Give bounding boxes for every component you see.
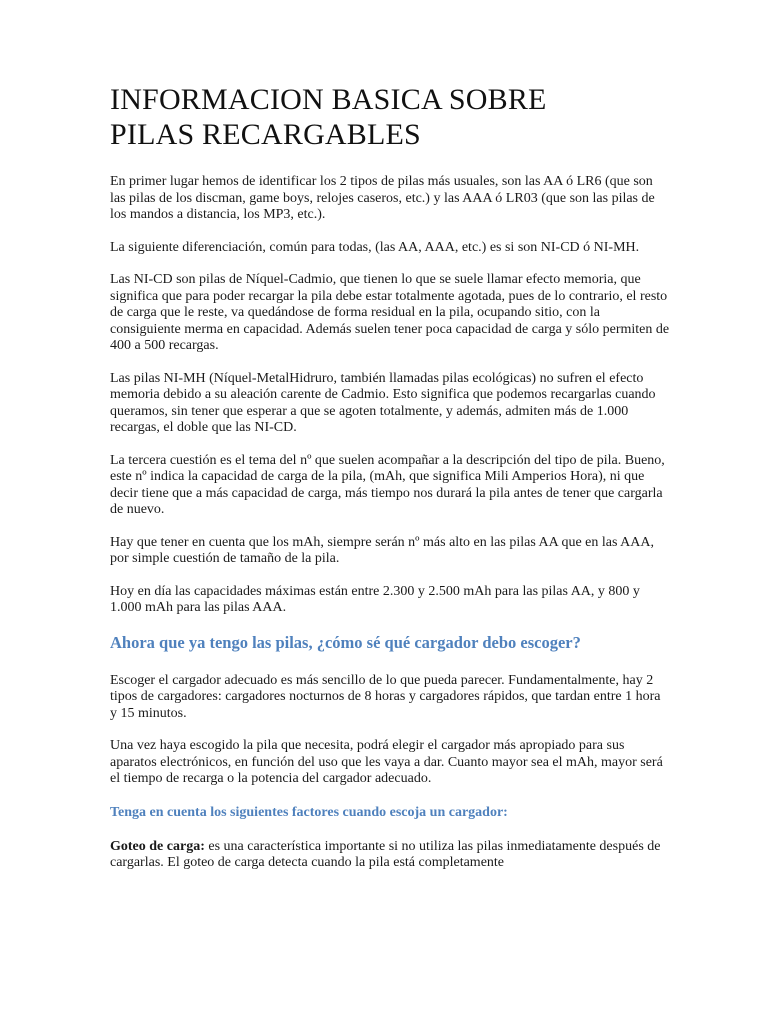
title-line-1: INFORMACION BASICA SOBRE — [110, 83, 547, 116]
paragraph-max-capacities: Hoy en día las capacidades máximas están entre 2.300 y 2.500 mAh para las pilas AA, y 800 y 1.000 mAh para las pilas AAA. — [110, 583, 640, 615]
paragraph-battery-types: En primer lugar hemos de identificar los 2 tipos de pilas más usuales, son las AA ó LR6 (que son las pilas de los discman, game boys, relojes caseros, etc.) y las AAA ó LR03 (que son las pilas de los mandos a distancia, los MP3, etc.). — [110, 174, 655, 222]
paragraph-mah-size: Hay que tener en cuenta que los mAh, siempre serán nº más alto en las pilas AA que en las AAA, por simple cuestión de tamaño de la pila. — [110, 534, 654, 566]
paragraph-trickle-charge — [110, 839, 670, 872]
paragraph-charger-types: Escoger el cargador adecuado es más sencillo de lo que pueda parecer. Fundamentalmente, hay 2 tipos de cargadores: cargadores nocturnos de 8 horas y cargadores rápidos, que tardan entre 1 hora y 15 minutos. — [110, 672, 661, 721]
paragraph-nicd: Las NI-CD son pilas de Níquel-Cadmio, que tienen lo que se suele llamar efecto memoria, que significa que para poder recargar la pila debe estar totalmente agotada, pues de lo contrario, el resto de carga que le reste, va quedándose de forma residual en la pila, ocupando sitio, con la consiguiente merma en capacidad. Además suelen tener poca capacidad de carga y sólo permiten de 400 a 500 recargas. — [110, 272, 670, 353]
factor-label: Goteo de carga: — [110, 838, 205, 854]
factor-text: es una característica importante si no utiliza las pilas inmediatamente después de cargarlas. El goteo de carga detecta cuando la pila está completamente — [110, 838, 661, 870]
paragraph-nimh: Las pilas NI-MH (Níquel-MetalHidruro, también llamadas pilas ecológicas) no sufren el efecto memoria debido a su aleación carente de Cadmio. Esto significa que podemos recargarlas cuando queramos, sin tener que esperar a que se agoten totalmente, y además, admiten más de 1.000 recargas, el doble que las NI-CD. — [110, 370, 656, 435]
heading-charger-choice: Ahora que ya tengo las pilas, ¿cómo sé qué cargador debo escoger? — [110, 632, 581, 652]
paragraph-charger-selection: Una vez haya escogido la pila que necesita, podrá elegir el cargador más apropiado para sus aparatos electrónicos, en función del uso que les vaya a dar. Cuanto mayor sea el mAh, mayor será el tiempo de recarga o la potencia del cargador adecuado. — [110, 738, 663, 786]
paragraph-differentiation: La siguiente diferenciación, común para todas, (las AA, AAA, etc.) es si son NI-CD ó NI-MH. — [110, 239, 640, 255]
document-title — [110, 82, 670, 152]
document-page — [110, 82, 670, 888]
title-line-2: PILAS RECARGABLES — [110, 118, 421, 151]
paragraph-capacity: La tercera cuestión es el tema del nº que suelen acompañar a la descripción del tipo de pila. Bueno, este nº indica la capacidad de carga de la pila, (mAh, que significa Mili Amperios Hora), ni que decir tiene que a más capacidad de carga, más tiempo nos durará la pila antes de tener que cargarla de nuevo. — [110, 452, 665, 517]
subheading-charger-factors: Tenga en cuenta los siguientes factores cuando escoja un cargador: — [110, 804, 508, 820]
